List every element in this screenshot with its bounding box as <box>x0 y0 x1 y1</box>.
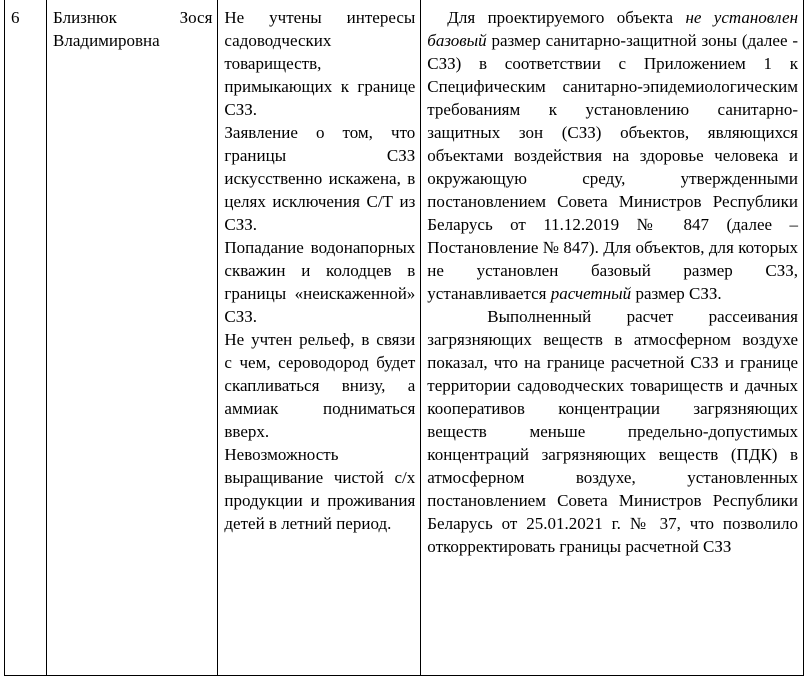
remark-item: Невозможность выращивание чистой с/х продукции и проживания детей в летний период. <box>224 445 416 533</box>
remark-item: Заявление о том, что границы СЗЗ искусственно искажена, в целях исключения С/Т из СЗЗ. <box>224 123 416 234</box>
answer-cell <box>421 0 804 676</box>
answer-paragraph-1 <box>427 6 798 305</box>
remark-item: Попадание водонапорных скважин и колодцев в границы «неискаженной» СЗЗ. <box>224 238 416 326</box>
answer-text: размер СЗЗ. <box>631 284 722 303</box>
answer-text: размер санитарно-защитной зоны (далее - СЗЗ) в соответствии с Приложением 1 к Специфическим санитарно-эпидемиологическим требованиям к установлению санитарно-защитных зон (СЗЗ) объектов, являющихся объектами воздействия на здоровье человека и окружающую среду, утвержденными постановлением Совета Министров Республики Беларусь от 11.12.2019 № 847 (далее –Постановление № 847). Для объектов, для которых не установлен базовый размер СЗЗ, устанавливается <box>427 31 798 303</box>
row-number: 6 <box>11 8 20 27</box>
answer-italic-text: не установлен базовый <box>427 8 798 50</box>
remarks-cell <box>218 0 421 676</box>
row-number-cell <box>5 0 47 676</box>
remark-item: Не учтен рельеф, в связи с чем, сероводород будет скапливаться внизу, а аммиак подниматься вверх. <box>224 330 416 441</box>
answer-italic-text: расчетный <box>550 284 632 303</box>
answer-paragraph-2: Выполненный расчет рассеивания загрязняющих веществ в атмосферном воздухе показал, что на границе расчетной СЗЗ и границе территории садоводческих товариществ и дачных кооперативов концентрации загрязняющих веществ меньше предельно-допустимых концентраций загрязняющих веществ (ПДК) в атмосферном воздухе, установленных постановлением Совета Министров Республики Беларусь от 25.01.2021 г. № 37, что позволило откорректировать границы расчетной СЗЗ <box>427 307 798 556</box>
table-row <box>5 0 804 676</box>
answer-text: Для проектируемого объекта <box>447 8 686 27</box>
name-cell <box>47 0 218 676</box>
person-name: Близнюк Зося Владимировна <box>53 8 213 50</box>
remark-item: Не учтены интересы садоводческих товариществ, примыкающих к границе СЗЗ. <box>224 8 416 119</box>
document-table <box>4 0 804 676</box>
